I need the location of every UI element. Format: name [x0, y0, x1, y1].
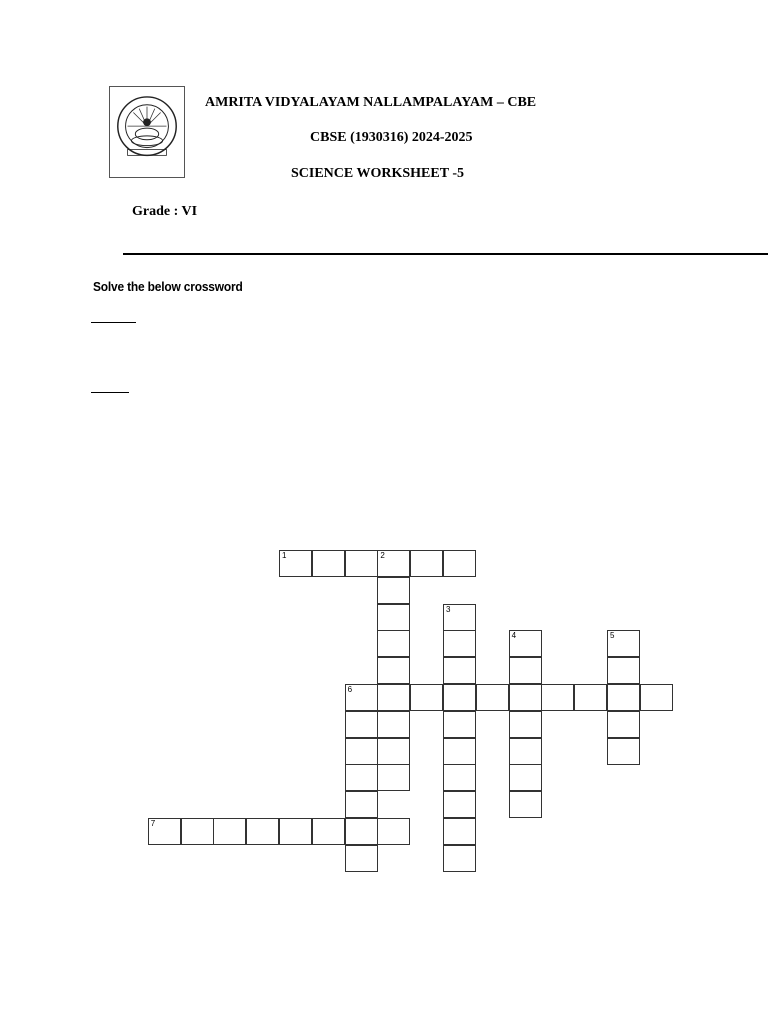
crossword-cell[interactable] [345, 711, 378, 738]
crossword-cell[interactable] [509, 684, 542, 711]
crossword-cell[interactable] [345, 764, 378, 791]
crossword-cell[interactable] [377, 630, 410, 657]
crossword-cell[interactable] [443, 845, 476, 872]
crossword-cell[interactable] [443, 738, 476, 765]
crossword-cell[interactable] [246, 818, 279, 845]
crossword-cell[interactable] [377, 711, 410, 738]
crossword-cell[interactable] [640, 684, 673, 711]
crossword-cell[interactable] [377, 738, 410, 765]
crossword-cell[interactable] [476, 684, 509, 711]
crossword-cell[interactable] [541, 684, 574, 711]
crossword-cell[interactable] [345, 791, 378, 818]
crossword-cell[interactable] [377, 818, 410, 845]
answer-blank [91, 392, 129, 393]
grade-line: Grade : VI [132, 204, 198, 219]
crossword-cell[interactable] [410, 550, 443, 577]
crossword-cell[interactable] [443, 550, 476, 577]
crossword-cell[interactable] [607, 738, 640, 765]
crossword-cell[interactable] [312, 818, 345, 845]
crossword-cell[interactable] [607, 630, 640, 657]
clue-number: 4 [511, 631, 517, 641]
worksheet-title: SCIENCE WORKSHEET -5 [291, 166, 464, 181]
crossword-cell[interactable] [607, 657, 640, 684]
crossword-cell[interactable] [509, 764, 542, 791]
crossword-cell[interactable] [279, 818, 312, 845]
clue-number: 5 [610, 631, 615, 641]
school-logo [109, 86, 185, 178]
school-emblem-icon [110, 87, 184, 177]
crossword-cell[interactable] [509, 711, 542, 738]
crossword-cell[interactable] [509, 738, 542, 765]
crossword-cell[interactable] [181, 818, 214, 845]
clue-number: 1 [282, 551, 287, 560]
crossword-cell[interactable] [443, 604, 476, 631]
clue-number: 6 [347, 685, 353, 694]
crossword-cell[interactable] [213, 818, 246, 845]
crossword-cell[interactable] [443, 630, 476, 657]
crossword-cell[interactable] [345, 738, 378, 765]
crossword-cell[interactable] [345, 684, 378, 711]
crossword-cell[interactable] [377, 550, 410, 577]
crossword-cell[interactable] [377, 604, 410, 631]
crossword-cell[interactable] [312, 550, 345, 577]
answer-blank [91, 322, 136, 323]
crossword-cell[interactable] [509, 657, 542, 684]
crossword-cell[interactable] [410, 684, 443, 711]
crossword-cell[interactable] [443, 791, 476, 818]
crossword-cell[interactable] [345, 818, 378, 845]
crossword-cell[interactable] [607, 684, 640, 711]
header-divider [123, 253, 768, 255]
instruction-text: Solve the below crossword [93, 279, 243, 294]
crossword-cell[interactable] [509, 791, 542, 818]
crossword-cell[interactable] [345, 845, 378, 872]
school-name: AMRITA VIDYALAYAM NALLAMPALAYAM – CBE [205, 95, 537, 110]
crossword-cell[interactable] [148, 818, 181, 845]
crossword-cell[interactable] [443, 818, 476, 845]
crossword-cell[interactable] [377, 764, 410, 791]
crossword-cell[interactable] [377, 657, 410, 684]
crossword-cell[interactable] [607, 711, 640, 738]
crossword-cell[interactable] [574, 684, 607, 711]
crossword-cell[interactable] [377, 684, 410, 711]
crossword-cell[interactable] [443, 764, 476, 791]
crossword-cell[interactable] [443, 684, 476, 711]
clue-number: 3 [446, 604, 451, 614]
crossword-cell[interactable] [279, 550, 312, 577]
clue-number: 7 [150, 819, 156, 828]
crossword-cell[interactable] [345, 550, 378, 577]
crossword-cell[interactable] [443, 711, 476, 738]
board-affiliation-line: CBSE (1930316) 2024-2025 [310, 130, 473, 145]
crossword-cell[interactable] [509, 630, 542, 657]
crossword-cell[interactable] [443, 657, 476, 684]
clue-number: 2 [380, 551, 385, 560]
crossword-cell[interactable] [377, 577, 410, 604]
